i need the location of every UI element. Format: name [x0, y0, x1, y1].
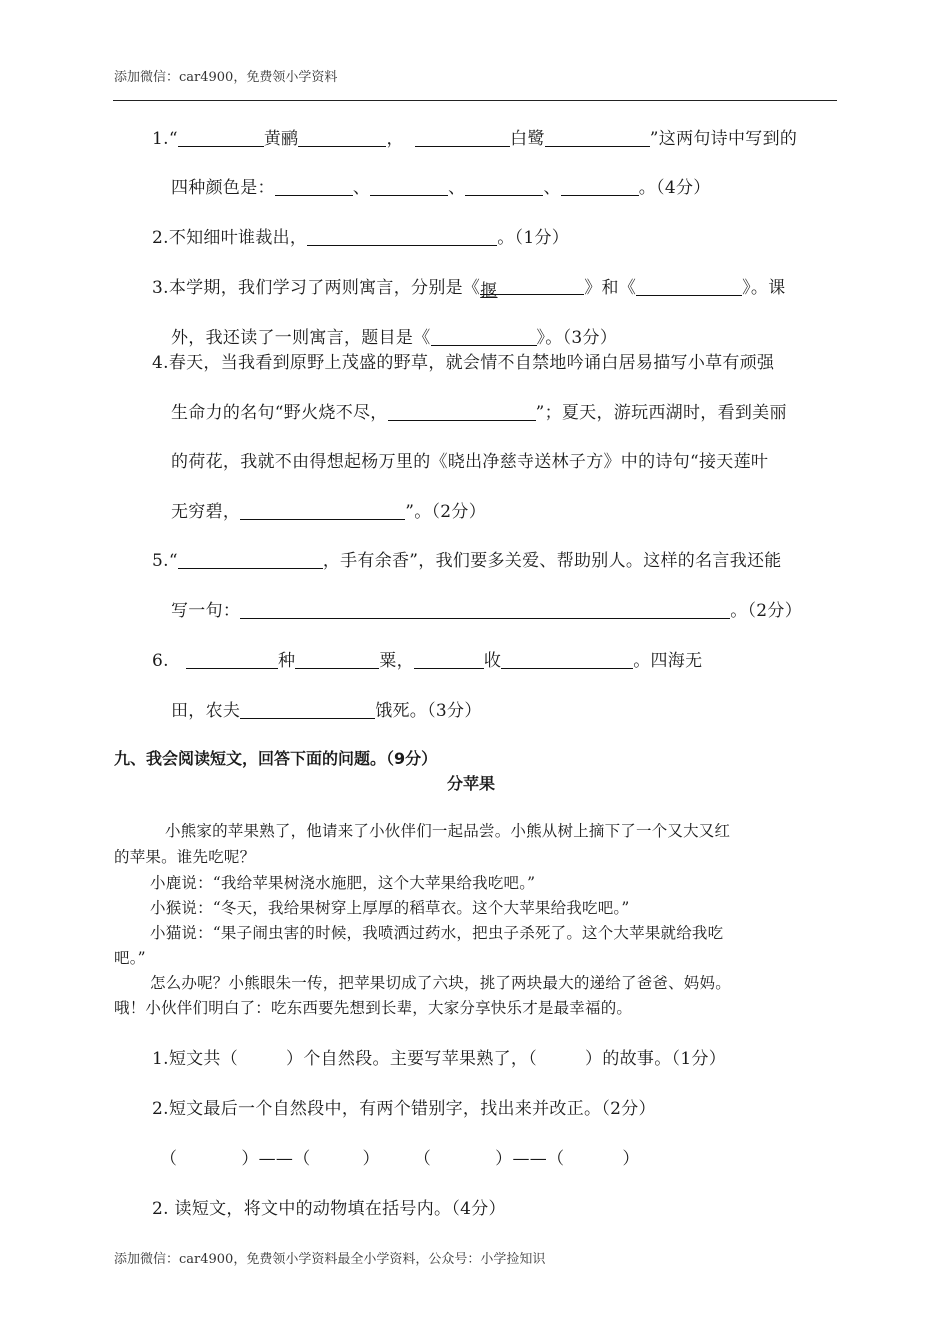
- question-4-line-4: 无穷碧， ”。（2分）: [171, 502, 487, 522]
- reading-question-2-answers: （ ）——（ ） （ ）——（ ）: [160, 1149, 640, 1169]
- reading-question-1: 1.短文共（ ）个自然段。主要写苹果熟了，（ ）的故事。（1分）: [152, 1049, 727, 1069]
- blank[interactable]: [431, 327, 537, 346]
- question-3-line-2: 外，我还读了一则寓言，题目是《 》。（3分）: [171, 328, 618, 348]
- blank[interactable]: [636, 277, 742, 296]
- section-9-heading: 九、我会阅读短文，回答下面的问题。（9分）: [114, 749, 438, 768]
- question-6-line-2: 田，农夫 饿死。（3分）: [171, 701, 482, 721]
- blank[interactable]: [545, 128, 650, 147]
- blank[interactable]: [415, 128, 510, 147]
- header-divider: [113, 100, 837, 101]
- blank[interactable]: [240, 501, 405, 520]
- blank[interactable]: [298, 128, 386, 147]
- question-1-line-1: 1.“ 黄鹂 ， 白鹭 ”这两句诗中写到的: [152, 129, 798, 149]
- reading-question-2: 2.短文最后一个自然段中，有两个错别字，找出来并改正。（2分）: [152, 1099, 656, 1119]
- passage-para-4a: 小猫说：“果子闹虫害的时候，我喷洒过药水，把虫子杀死了。这个大苹果就给我吃: [150, 924, 724, 942]
- blank[interactable]: [295, 650, 379, 669]
- blank[interactable]: [501, 650, 633, 669]
- question-6-line-1: 6. 种 粟， 收 。四海无: [152, 651, 703, 671]
- reading-question-3: 2. 读短文，将文中的动物填在括号内。（4分）: [152, 1199, 506, 1219]
- blank[interactable]: [240, 700, 375, 719]
- blank[interactable]: [186, 650, 278, 669]
- question-3-line-1: 3.本学期，我们学习了两则寓言，分别是《揠 》和《 》。课: [152, 278, 786, 301]
- passage-para-5a: 怎么办呢？小熊眼朱一传，把苹果切成了六块，挑了两块最大的递给了爸爸、妈妈。: [150, 974, 731, 992]
- passage-para-4b: 吧。”: [114, 949, 146, 967]
- blank[interactable]: [307, 227, 497, 246]
- blank[interactable]: [178, 128, 264, 147]
- question-1-line-2: 四种颜色是： 、 、 、 。（4分）: [171, 178, 711, 198]
- page-header: 添加微信：car4900，免费领小学资料: [114, 70, 338, 85]
- passage-para-1b: 的苹果。谁先吃呢？: [114, 848, 256, 866]
- passage-title: 分苹果: [447, 774, 496, 793]
- passage-para-1a: 小熊家的苹果熟了，他请来了小伙伴们一起品尝。小熊从树上摘下了一个又大又红: [165, 822, 731, 840]
- question-4-line-3: 的荷花，我就不由得想起杨万里的《晓出净慈寺送林子方》中的诗句“接天莲叶: [171, 452, 769, 472]
- question-4-line-2: 生命力的名句“野火烧不尽， ”；夏天，游玩西湖时，看到美丽: [171, 403, 787, 423]
- blank[interactable]: [240, 600, 730, 619]
- blank[interactable]: [414, 650, 484, 669]
- page-footer: 添加微信：car4900，免费领小学资料最全小学资料，公众号：小学捡知识: [114, 1252, 546, 1267]
- passage-para-3: 小猴说：“冬天，我给果树穿上厚厚的稻草衣。这个大苹果给我吃吧。”: [150, 899, 630, 917]
- passage-para-5b: 哦！小伙伴们明白了：吃东西要先想到长辈，大家分享快乐才是最幸福的。: [114, 999, 633, 1017]
- blank[interactable]: [370, 177, 448, 196]
- blank[interactable]: [465, 177, 543, 196]
- question-5-line-1: 5.“ ，手有余香”，我们要多关爱、帮助别人。这样的名言我还能: [152, 551, 782, 571]
- blank[interactable]: 揠: [480, 276, 584, 295]
- passage-para-2: 小鹿说：“我给苹果树浇水施肥，这个大苹果给我吃吧。”: [150, 874, 536, 892]
- blank[interactable]: [275, 177, 353, 196]
- question-5-line-2: 写一句： 。（2分）: [171, 601, 803, 621]
- blank[interactable]: [178, 550, 323, 569]
- blank[interactable]: [388, 402, 536, 421]
- question-2: 2.不知细叶谁裁出， 。（1分）: [152, 228, 570, 248]
- question-4-line-1: 4.春天，当我看到原野上茂盛的野草，就会情不自禁地吟诵白居易描写小草有顽强: [152, 353, 775, 373]
- blank[interactable]: [561, 177, 639, 196]
